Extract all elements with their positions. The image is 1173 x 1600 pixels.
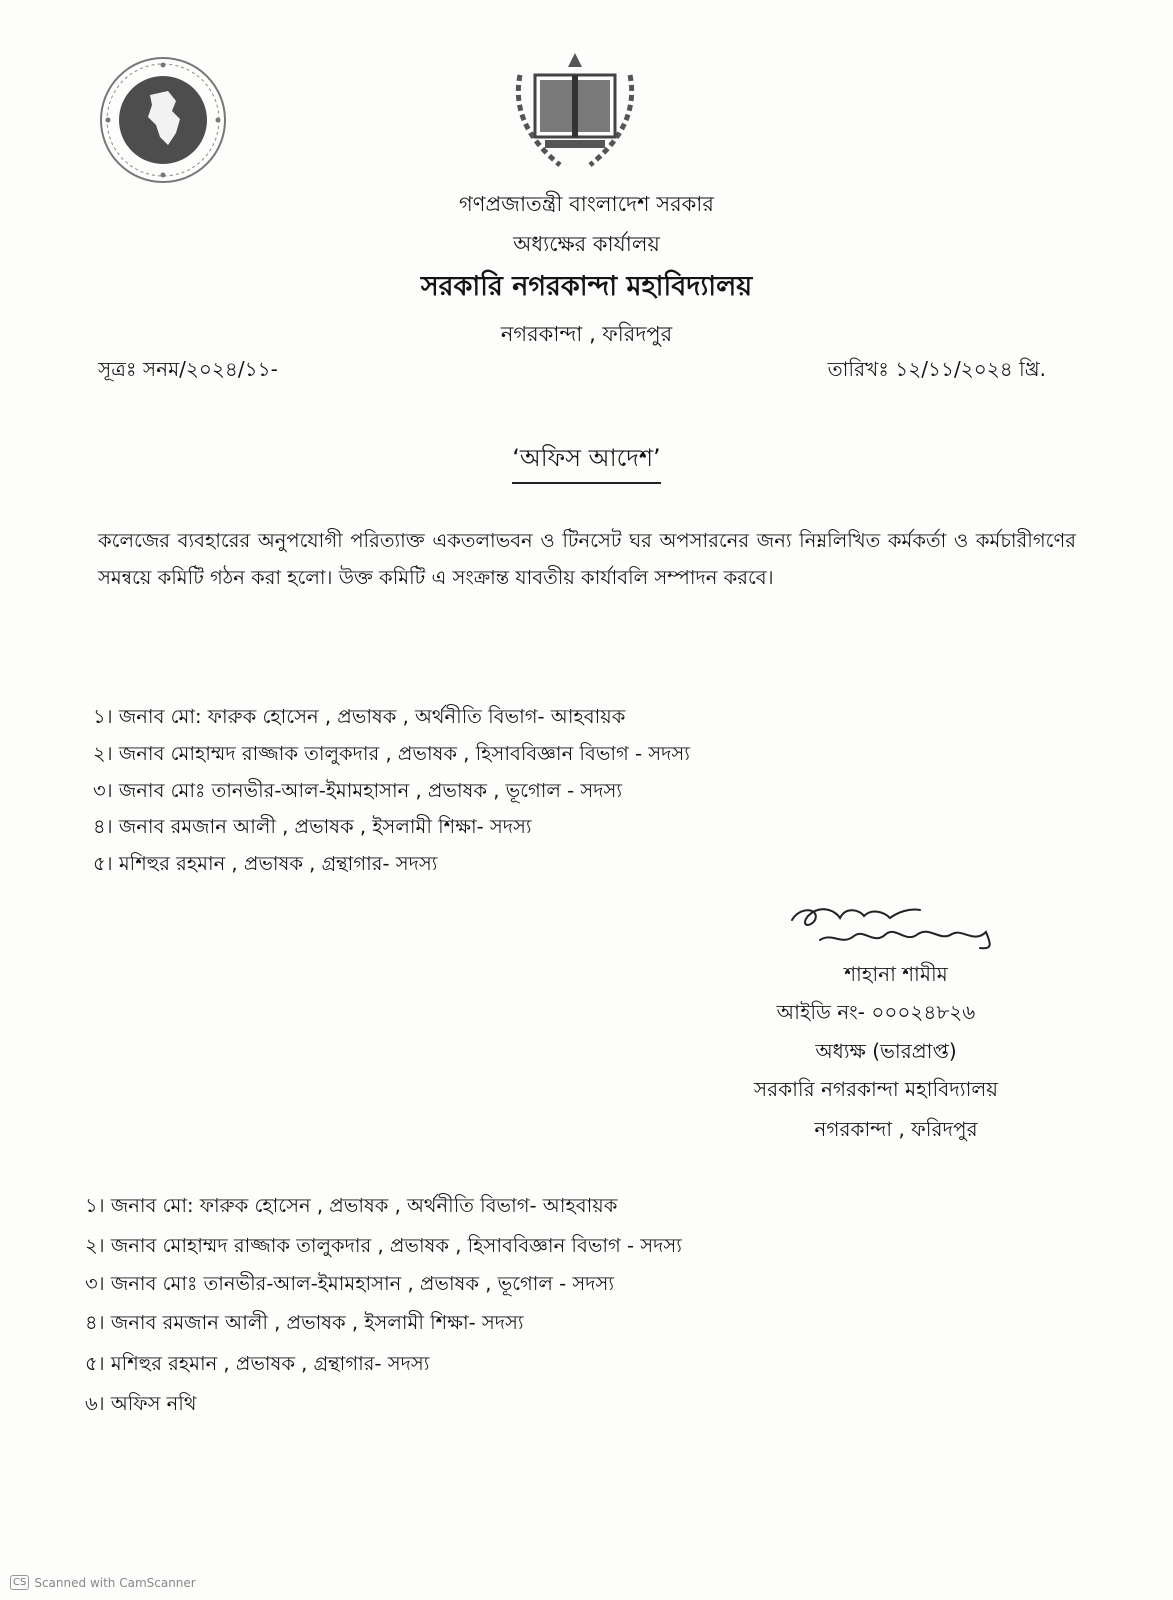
committee-member-3: ৩। জনাব মোঃ তানভীর-আল-ইমামহাসান , প্রভাষক , ভূগোল - সদস্য — [93, 779, 623, 802]
government-heading: গণপ্রজাতন্ত্রী বাংলাদেশ সরকার — [459, 192, 714, 216]
handwritten-signature — [780, 898, 1010, 960]
order-body-paragraph: কলেজের ব্যবহারের অনুপযোগী পরিত্যাক্ত একতলাভবন ও টিনসেট ঘর অপসারনের জন্য নিম্নলিখিত কর্মকর্তা ও কর্মচারীগণের সমন্বয়ে কমিটি গঠন করা হলো। উক্ত কমিটি এ সংক্রান্ত যাবতীয় কার্যাবলি সম্পাদন করবে। — [98, 529, 1076, 589]
distribution-item-1: ১। জনাব মো: ফারুক হোসেন , প্রভাষক , অর্থনীতি বিভাগ- আহবায়ক — [85, 1194, 618, 1217]
distribution-item-6: ৬। অফিস নথি — [85, 1392, 197, 1415]
committee-member-1: ১। জনাব মো: ফারুক হোসেন , প্রভাষক , অর্থনীতি বিভাগ- আহবায়ক — [93, 705, 626, 728]
signatory-location: নগরকান্দা , ফরিদপুর — [814, 1117, 978, 1141]
office-heading: অধ্যক্ষের কার্যালয় — [513, 232, 660, 256]
signatory-designation: অধ্যক্ষ (ভারপ্রাপ্ত) — [815, 1039, 957, 1063]
distribution-item-5: ৫। মশিহুর রহমান , প্রভাষক , গ্রন্থাগার- সদস্য — [85, 1352, 430, 1375]
college-emblem-logo — [500, 45, 650, 175]
government-seal-logo — [98, 55, 228, 185]
document-date: তারিখঃ ১২/১১/২০২৪ খ্রি. — [827, 357, 1046, 381]
distribution-item-3: ৩। জনাব মোঃ তানভীর-আল-ইমামহাসান , প্রভাষক , ভূগোল - সদস্য — [85, 1272, 615, 1295]
camscanner-logo-icon: CS — [10, 1575, 29, 1590]
committee-member-4: ৪। জনাব রমজান আলী , প্রভাষক , ইসলামী শিক্ষা- সদস্য — [93, 815, 532, 838]
signatory-college: সরকারি নগরকান্দা মহাবিদ্যালয় — [753, 1077, 999, 1101]
committee-member-2: ২। জনাব মোহাম্মদ রাজ্জাক তালুকদার , প্রভাষক , হিসাববিজ্ঞান বিভাগ - সদস্য — [93, 742, 690, 765]
college-name: সরকারি নগরকান্দা মহাবিদ্যালয় — [420, 271, 753, 302]
office-order-title: ‘অফিস আদেশ’ — [512, 440, 660, 484]
signatory-name: শাহানা শামীম — [844, 962, 948, 986]
distribution-item-2: ২। জনাব মোহাম্মদ রাজ্জাক তালুকদার , প্রভাষক , হিসাববিজ্ঞান বিভাগ - সদস্য — [85, 1234, 682, 1257]
reference-number: সূত্রঃ সনম/২০২৪/১১- — [98, 357, 278, 381]
committee-member-5: ৫। মশিহুর রহমান , প্রভাষক , গ্রন্থাগার- সদস্য — [93, 852, 438, 875]
camscanner-text: Scanned with CamScanner — [34, 1575, 196, 1590]
signatory-id: আইডি নং- ০০০২৪৮২৬ — [776, 1000, 976, 1024]
camscanner-footer — [10, 1575, 196, 1590]
distribution-item-4: ৪। জনাব রমজান আলী , প্রভাষক , ইসলামী শিক্ষা- সদস্য — [85, 1311, 524, 1334]
college-location: নগরকান্দা , ফরিদপুর — [500, 322, 673, 346]
